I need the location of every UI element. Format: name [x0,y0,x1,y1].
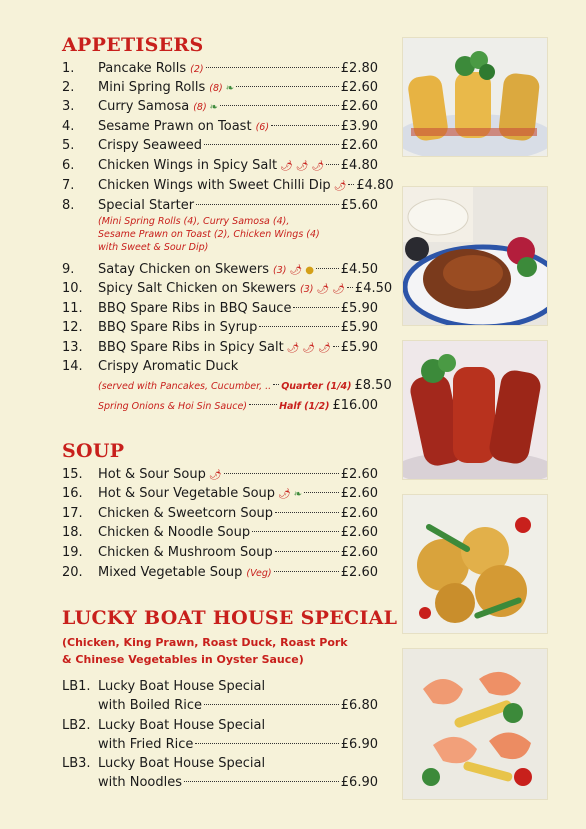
item-name: Crispy Seaweed [98,138,202,153]
chili-icon: 🌶 [295,161,309,172]
special-item-title [62,754,265,773]
chili-icon: 🌶 [302,343,316,354]
item-price: £2.60 [340,565,378,580]
item-name: Curry Samosa [98,99,190,114]
vegetarian-icon: ❧ [225,83,235,94]
special-item-price-row [62,735,378,754]
dot-leader [326,164,339,165]
king-prawn-cashew-photo [402,648,548,800]
dot-leader [184,781,339,782]
appetisers-heading: APPETISERS [62,34,204,56]
item-price: £3.90 [340,119,378,134]
item-number: 16. [62,486,83,501]
item-number: 20. [62,565,83,580]
chili-icon: 🌶 [208,470,222,481]
item-name: Chicken Wings with Sweet Chilli Dip [98,178,331,193]
menu-item-row [62,260,378,279]
item-number: 5. [62,138,75,153]
item-price: £2.80 [340,61,378,76]
item-price: £2.60 [340,486,378,501]
item-price: £4.50 [340,262,378,277]
menu-item-row [62,136,378,155]
menu-item-row [62,59,378,78]
item-name: Chicken & Noodle Soup [98,525,251,540]
dot-leader [333,346,339,347]
item-name: Lucky Boat House Special [98,718,266,733]
item-name: Satay Chicken on Skewers [98,262,270,277]
item-price: £5.60 [340,198,378,213]
item-price: £6.80 [340,698,378,713]
duck-price: £16.00 [332,398,378,413]
item-price: £4.50 [354,281,393,296]
duck-portion-row [98,376,392,395]
item-number: 3. [62,99,75,114]
item-price: £6.90 [340,775,378,790]
item-price: £2.60 [340,467,378,482]
menu-item-row [62,78,378,97]
item-price: £4.80 [356,178,394,193]
menu-item-row [62,176,394,195]
vegetarian-icon: ❧ [293,489,303,500]
special-starter-detail: with Sweet & Sour Dip) [98,242,209,253]
menu-item-row [62,299,378,318]
soup-heading: SOUP [62,440,125,462]
dot-leader [316,268,339,269]
item-note: (Veg) [246,568,272,579]
duck-description: (served with Pancakes, Cucumber, .. [98,381,272,392]
chili-icon: 🌶 [316,284,330,295]
item-number: LB1. [62,679,91,694]
item-number: 19. [62,545,83,560]
item-price: £2.60 [340,99,378,114]
item-accompaniment: with Boiled Rice [98,698,202,713]
chili-icon: 🌶 [280,161,293,172]
dot-leader [347,287,353,288]
menu-item-row [62,523,378,542]
item-note: (3) [300,284,314,295]
special-heading: LUCKY BOAT HOUSE SPECIAL [62,607,398,629]
dot-leader [220,105,339,106]
dot-leader [275,551,339,552]
item-price: £2.60 [340,80,378,95]
item-price: £2.60 [340,545,378,560]
item-note: (8) [209,83,223,94]
item-number: 18. [62,525,83,540]
salt-pepper-chicken-photo [402,494,548,634]
item-price: £4.80 [340,158,378,173]
item-number: 13. [62,340,83,355]
item-name: BBQ Spare Ribs in Syrup [98,320,258,335]
dot-leader [293,307,338,308]
item-name: Mixed Vegetable Soup [98,565,243,580]
item-name: Special Starter [98,198,195,213]
item-accompaniment: with Fried Rice [98,737,194,752]
dot-leader [204,144,339,145]
duck-portion-row [98,396,378,415]
duck-description: Spring Onions & Hoi Sin Sauce) [98,401,248,412]
duck-price: £8.50 [354,378,392,393]
menu-item-row [62,357,378,376]
item-number: 4. [62,119,75,134]
dot-leader [274,571,339,572]
dot-leader [206,67,339,68]
chili-icon: 🌶 [333,181,347,192]
item-name: Sesame Prawn on Toast [98,119,252,134]
chili-icon: 🌶 [318,343,331,354]
menu-item-row [62,196,378,215]
item-number: 10. [62,281,83,296]
dot-leader [271,125,339,126]
item-name: Lucky Boat House Special [98,679,266,694]
menu-item-row [62,117,378,136]
item-price: £5.90 [340,320,378,335]
item-name: Spicy Salt Chicken on Skewers [98,281,297,296]
menu-item-row [62,484,378,503]
chili-icon: 🌶 [311,161,325,172]
special-item-title [62,677,265,696]
item-price: £2.60 [340,138,378,153]
dot-leader [196,204,339,205]
special-item-price-row [62,773,378,792]
chili-icon: 🌶 [332,284,345,295]
chili-icon: 🌶 [278,489,291,500]
chili-icon: 🌶 [289,265,303,276]
item-number: LB3. [62,756,91,771]
menu-item-row [62,465,378,484]
menu-item-row [62,279,393,298]
roast-duck-photo [402,186,548,326]
special-item-title [62,716,265,735]
item-number: 9. [62,262,75,277]
dot-leader [195,743,338,744]
dot-leader [224,473,339,474]
item-name: BBQ Spare Ribs in Spicy Salt [98,340,284,355]
duck-portion: Half (1/2) [279,401,330,412]
item-number: 17. [62,506,83,521]
item-price: £5.90 [340,340,378,355]
item-price: £6.90 [340,737,378,752]
item-number: 12. [62,320,83,335]
special-item-price-row [62,696,378,715]
dot-leader [252,531,339,532]
item-name: Pancake Rolls [98,61,187,76]
menu-item-row [62,504,378,523]
item-price: £5.90 [340,301,378,316]
dot-leader [275,512,339,513]
item-note: (8) [193,102,207,113]
special-starter-detail: (Mini Spring Rolls (4), Curry Samosa (4), [98,216,290,227]
menu-item-row [62,156,378,175]
spare-ribs-photo [402,340,548,480]
dot-leader [259,326,338,327]
item-note: (2) [190,64,204,75]
item-number: 14. [62,359,83,374]
item-name: BBQ Spare Ribs in BBQ Sauce [98,301,292,316]
item-accompaniment: with Noodles [98,775,182,790]
dot-leader [249,404,277,405]
item-name: Crispy Aromatic Duck [98,359,239,374]
special-starter-detail: Sesame Prawn on Toast (2), Chicken Wings (4) [98,229,320,240]
dot-leader [348,184,354,185]
item-number: 11. [62,301,83,316]
menu-item-row [62,543,378,562]
item-number: 2. [62,80,75,95]
item-name: Lucky Boat House Special [98,756,266,771]
item-price: £2.60 [340,525,378,540]
nut-icon: ● [305,265,314,276]
item-number: 7. [62,178,75,193]
dot-leader [304,492,339,493]
item-name: Chicken & Mushroom Soup [98,545,273,560]
item-note: (6) [255,122,270,133]
menu-item-row [62,563,378,582]
duck-portion: Quarter (1/4) [281,381,352,392]
dot-leader [204,704,339,705]
spring-rolls-photo [402,37,548,157]
item-name: Chicken & Sweetcorn Soup [98,506,274,521]
menu-item-row [62,318,378,337]
dot-leader [273,384,279,385]
item-name: Chicken Wings in Spicy Salt [98,158,278,173]
vegetarian-icon: ❧ [209,102,219,113]
special-description: (Chicken, King Prawn, Roast Duck, Roast Pork [62,636,348,649]
item-name: Mini Spring Rolls [98,80,206,95]
item-number: 8. [62,198,75,213]
chili-icon: 🌶 [286,343,300,354]
item-number: 1. [62,61,75,76]
item-name: Hot & Sour Soup [98,467,206,482]
dot-leader [236,86,339,87]
item-number: 6. [62,158,75,173]
item-number: LB2. [62,718,91,733]
special-description: & Chinese Vegetables in Oyster Sauce) [62,653,304,666]
item-name: Hot & Sour Vegetable Soup [98,486,276,501]
menu-item-row [62,338,378,357]
menu-item-row [62,97,378,116]
item-price: £2.60 [340,506,378,521]
item-number: 15. [62,467,83,482]
item-note: (3) [273,265,287,276]
